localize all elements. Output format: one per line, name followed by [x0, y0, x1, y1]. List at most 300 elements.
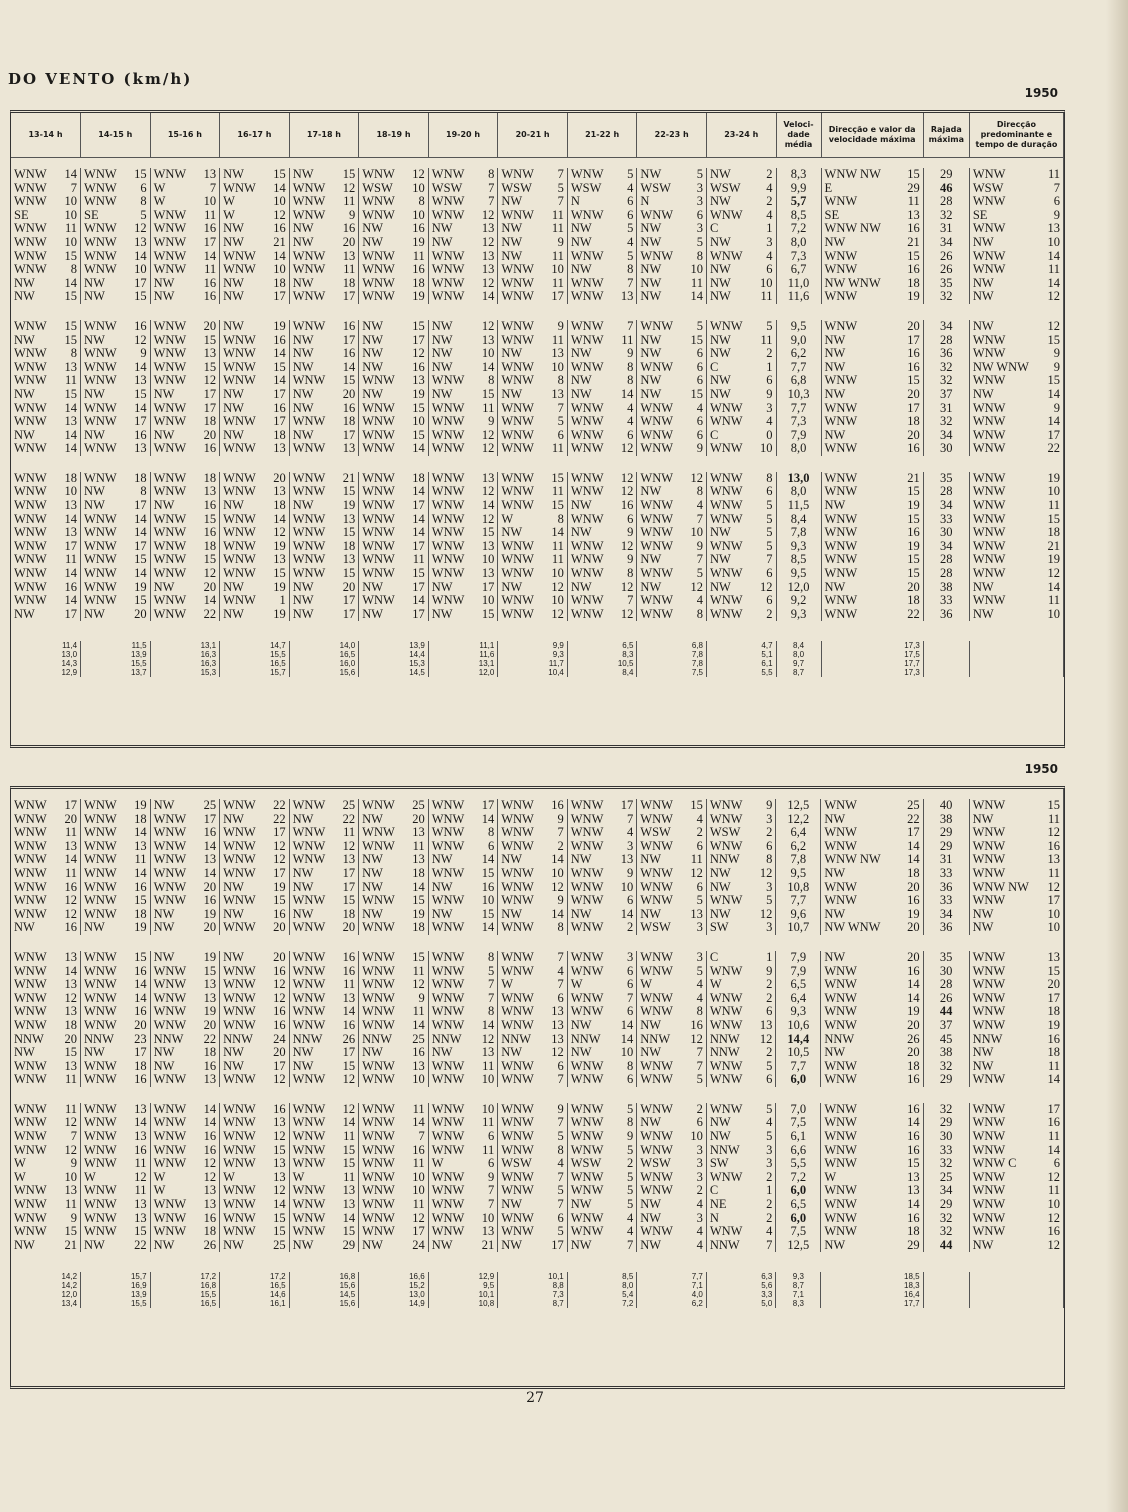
wind-direction: WNW	[14, 1018, 47, 1032]
hour-cell	[359, 1116, 429, 1130]
table-row	[11, 320, 1064, 334]
hour-cell	[428, 388, 498, 402]
average-value: 8,7	[776, 668, 821, 677]
wind-direction: WNW	[223, 1184, 256, 1198]
year-label-bottom: 1950	[1024, 762, 1058, 776]
average-value: 14,9	[359, 1299, 429, 1308]
wind-speed: 13	[134, 235, 147, 249]
wind-direction: WNW	[292, 839, 326, 853]
hour-cell	[567, 334, 637, 348]
wind-direction: WNW	[501, 950, 534, 964]
max-gust: 32	[923, 415, 969, 429]
hour-cell	[81, 168, 151, 182]
wind-speed: 15	[342, 526, 356, 540]
wind-direction: WNW	[223, 1005, 256, 1019]
wind-direction: WNW	[501, 1130, 534, 1144]
wind-direction: WNW	[223, 866, 256, 880]
hour-cell	[359, 553, 429, 567]
hour-cell	[428, 334, 498, 348]
hour-cell	[81, 881, 151, 895]
wind-direction: WNW	[84, 263, 117, 277]
average-value: 14,5	[289, 1290, 359, 1299]
wind-speed: 9	[557, 235, 564, 249]
predominant-duration: 12	[1047, 1170, 1060, 1184]
wind-direction: WNW	[501, 880, 534, 894]
hour-cell	[220, 1144, 290, 1158]
wind-direction: WNW	[153, 594, 187, 608]
average-value: 16,1	[220, 1299, 290, 1308]
wind-speed: 13	[620, 853, 634, 867]
hour-cell	[428, 415, 498, 429]
hour-cell	[498, 992, 568, 1006]
wind-direction: W	[223, 1170, 235, 1184]
max-gust: 32	[923, 1060, 969, 1074]
group-spacer	[11, 456, 1064, 472]
wind-direction: NW	[84, 499, 105, 513]
wind-speed: 18	[203, 539, 217, 553]
column-header: 18-19 h	[359, 113, 429, 158]
wind-speed: 13	[134, 1130, 147, 1144]
max-gust: 29	[923, 1073, 969, 1087]
average-empty	[969, 668, 1063, 677]
wind-direction: WNW	[14, 1116, 47, 1130]
wind-direction: WNW	[14, 594, 47, 608]
hour-cell	[289, 499, 359, 513]
hour-cell	[637, 485, 707, 499]
table-row	[11, 1225, 1064, 1239]
hour-cell	[220, 978, 290, 992]
wind-speed: 19	[203, 907, 217, 921]
wind-speed: 19	[273, 580, 286, 594]
wind-direction: NW	[14, 333, 35, 347]
hour-cell	[289, 813, 359, 827]
max-speed-direction: WNW	[824, 249, 858, 263]
hour-cell	[428, 921, 498, 935]
hour-cell	[359, 1212, 429, 1226]
wind-speed: 18	[273, 428, 286, 442]
max-speed-value: 14	[907, 853, 920, 867]
max-gust: 37	[923, 1019, 969, 1033]
wind-direction: WNW	[362, 1225, 395, 1239]
hour-cell	[220, 1103, 290, 1117]
hour-cell	[567, 182, 637, 196]
wind-speed: 10	[134, 263, 147, 277]
wind-speed: 16	[64, 580, 78, 594]
table-row	[11, 290, 1064, 304]
max-speed-cell	[821, 374, 923, 388]
wind-speed: 12	[481, 1032, 495, 1046]
wind-speed: 14	[64, 594, 78, 608]
hour-cell	[498, 347, 568, 361]
wind-speed: 20	[203, 580, 217, 594]
wind-speed: 14	[134, 526, 147, 540]
wind-speed: 4	[696, 1238, 703, 1252]
wind-speed: 13	[342, 249, 356, 263]
hour-cell	[150, 1116, 220, 1130]
wind-speed: 11	[551, 208, 564, 222]
wind-direction: WNW	[709, 499, 743, 513]
wind-direction: WNW	[292, 1157, 326, 1171]
predominant-duration: 16	[1047, 839, 1060, 853]
hour-cell	[498, 921, 568, 935]
wind-speed: 6	[627, 428, 634, 442]
wind-direction: WNW	[570, 333, 604, 347]
wind-speed: 22	[203, 1032, 217, 1046]
predominant-cell	[969, 1198, 1063, 1212]
wind-direction: SE	[84, 208, 99, 222]
wind-speed: 16	[342, 347, 356, 361]
mean-speed: 8,5	[776, 553, 821, 567]
predominant-cell	[969, 608, 1063, 622]
predominant-direction: WNW	[972, 1225, 1006, 1239]
wind-direction: WNW	[153, 347, 187, 361]
wind-direction: WNW	[14, 1102, 47, 1116]
wind-speed: 14	[64, 428, 78, 442]
hour-cell	[150, 1184, 220, 1198]
wind-direction: WNW	[292, 1143, 326, 1157]
hour-cell	[498, 485, 568, 499]
predominant-cell	[969, 853, 1063, 867]
wind-direction: WNW	[570, 1225, 604, 1239]
predominant-direction: NW	[972, 387, 994, 401]
average-value: 5,4	[567, 1290, 637, 1299]
wind-direction: WNW	[501, 1225, 534, 1239]
wind-direction: NW	[223, 168, 244, 181]
wind-direction: W	[223, 208, 235, 222]
predominant-duration: 14	[1047, 415, 1060, 429]
table-row	[11, 347, 1064, 361]
wind-speed: 15	[203, 553, 217, 567]
max-speed-value: 22	[907, 607, 920, 621]
hour-cell	[81, 1212, 151, 1226]
mean-speed: 5,7	[776, 195, 821, 209]
wind-speed: 15	[342, 1157, 356, 1171]
wind-speed: 19	[342, 499, 356, 513]
max-speed-value: 18	[907, 415, 920, 429]
wind-speed: 15	[273, 1225, 286, 1239]
wind-speed: 10	[481, 1073, 495, 1087]
wind-speed: 18	[203, 471, 217, 485]
predominant-cell	[969, 799, 1063, 813]
wind-speed: 16	[64, 880, 78, 894]
hour-cell	[637, 540, 707, 554]
hour-cell	[498, 499, 568, 513]
wind-direction: WNW	[14, 978, 47, 992]
wind-direction: WNW	[153, 1116, 187, 1130]
wind-direction: WNW	[223, 553, 256, 567]
average-value: 17,7	[821, 659, 923, 668]
max-speed-direction: WNW NW	[824, 222, 881, 236]
wind-speed: 1	[766, 950, 773, 964]
hour-cell	[359, 1239, 429, 1253]
wind-speed: 7	[557, 1073, 564, 1087]
max-speed-cell	[821, 277, 923, 291]
wind-speed: 6	[487, 1130, 495, 1144]
predominant-duration: 15	[1047, 512, 1060, 526]
max-gust: 28	[923, 978, 969, 992]
wind-direction: NW	[570, 499, 592, 513]
wind-speed: 11	[343, 978, 356, 992]
wind-direction: WNW	[570, 567, 604, 581]
wind-direction: WNW	[153, 964, 187, 978]
average-value: 6,2	[637, 1299, 707, 1308]
wind-direction: NW	[640, 1238, 662, 1252]
max-speed-cell	[821, 867, 923, 881]
hour-cell	[81, 415, 151, 429]
max-speed-cell	[821, 1184, 923, 1198]
hour-cell	[150, 168, 220, 182]
wind-speed: 14	[64, 964, 78, 978]
hour-cell	[220, 921, 290, 935]
wind-direction: WNW	[570, 1184, 604, 1198]
wind-direction: WNW	[153, 839, 187, 853]
predominant-cell	[969, 168, 1063, 182]
wind-direction: WNW	[153, 866, 187, 880]
predominant-cell	[969, 1212, 1063, 1226]
predominant-direction: WNW	[972, 1184, 1006, 1198]
wind-speed: 21	[481, 1238, 495, 1252]
wind-direction: W	[153, 181, 166, 195]
wind-speed: 17	[342, 866, 356, 880]
wind-speed: 21	[273, 235, 286, 249]
hour-cell	[81, 581, 151, 595]
hour-cell	[289, 472, 359, 486]
wind-direction: WNW	[431, 526, 465, 540]
wind-speed: 6	[696, 1116, 703, 1130]
average-value: 17,5	[821, 650, 923, 659]
wind-speed: 12	[481, 276, 495, 290]
max-speed-cell	[821, 567, 923, 581]
wind-direction: NW	[84, 921, 105, 935]
hour-cell	[428, 277, 498, 291]
wind-direction: NW	[640, 387, 662, 401]
max-speed-value: 19	[907, 907, 920, 921]
average-empty	[969, 641, 1063, 650]
wind-speed: 5	[557, 181, 564, 195]
wind-direction: WNW	[501, 360, 534, 374]
hour-cell	[706, 320, 776, 334]
hour-cell	[498, 867, 568, 881]
wind-speed: 13	[203, 168, 217, 181]
wind-direction: WNW	[709, 471, 743, 485]
max-speed-direction: WNW	[824, 1225, 857, 1239]
hour-cell	[428, 594, 498, 608]
wind-direction: NW	[292, 866, 314, 880]
wind-direction: WNW	[223, 853, 256, 867]
hour-cell	[637, 526, 707, 540]
wind-speed: 15	[273, 567, 286, 581]
wind-direction: WNW	[501, 991, 534, 1005]
hour-cell	[150, 853, 220, 867]
wind-direction: NW	[501, 1198, 523, 1212]
max-speed-direction: WNW	[824, 485, 858, 499]
average-value: 9,3	[776, 1272, 821, 1281]
wind-direction: WNW	[362, 594, 395, 608]
wind-speed: 6	[627, 512, 634, 526]
hour-cell	[706, 553, 776, 567]
wind-direction: WNW	[431, 826, 465, 840]
wind-direction: NW	[501, 1046, 523, 1060]
wind-direction: WNW	[14, 1184, 47, 1198]
wind-direction: NW	[709, 347, 731, 361]
wind-speed: 20	[342, 580, 356, 594]
hour-cell	[428, 1212, 498, 1226]
wind-direction: WNW	[362, 374, 395, 388]
wind-speed: 14	[273, 374, 286, 388]
max-gust: 33	[923, 867, 969, 881]
hour-cell	[220, 1184, 290, 1198]
hour-cell	[150, 472, 220, 486]
wind-speed: 14	[481, 499, 495, 513]
wind-speed: 14	[134, 360, 147, 374]
hour-cell	[498, 290, 568, 304]
wind-direction: NW	[223, 319, 244, 333]
average-value: 11,6	[428, 650, 498, 659]
predominant-cell	[969, 472, 1063, 486]
wind-speed: 12	[64, 1143, 78, 1157]
wind-direction: NW	[431, 1238, 453, 1252]
hour-cell	[150, 813, 220, 827]
hour-cell	[150, 347, 220, 361]
wind-direction: WNW	[362, 290, 395, 304]
wind-speed: 3	[696, 1211, 703, 1225]
wind-speed: 4	[766, 1225, 773, 1239]
hour-cell	[498, 908, 568, 922]
hour-cell	[637, 277, 707, 291]
wind-speed: 10	[64, 208, 78, 222]
predominant-cell	[969, 951, 1063, 965]
table-row	[11, 540, 1064, 554]
wind-direction: WNW	[709, 839, 743, 853]
wind-direction: WNW	[84, 964, 117, 978]
wind-speed: 9	[557, 812, 564, 826]
wind-speed: 13	[412, 826, 425, 840]
mean-speed: 11,5	[776, 499, 821, 513]
wind-speed: 12	[620, 442, 634, 456]
wind-speed: 17	[412, 580, 425, 594]
hour-cell	[289, 908, 359, 922]
wind-speed: 29	[342, 1238, 356, 1252]
column-header: 17-18 h	[289, 113, 359, 158]
wind-direction: NW	[223, 1059, 244, 1073]
predominant-direction: WNW	[972, 567, 1006, 581]
max-speed-direction: WNW	[824, 1018, 857, 1032]
predominant-direction: WNW	[972, 168, 1006, 181]
table-row	[11, 1073, 1064, 1087]
max-speed-value: 15	[907, 1157, 920, 1171]
max-speed-cell	[821, 250, 923, 264]
wind-speed: 5	[487, 964, 495, 978]
wind-speed: 13	[481, 333, 495, 347]
hour-cell	[567, 1171, 637, 1185]
hour-cell	[11, 840, 81, 854]
wind-direction: WNW	[570, 360, 604, 374]
hour-cell	[81, 594, 151, 608]
hour-cell	[498, 209, 568, 223]
hour-cell	[11, 334, 81, 348]
predominant-direction: NW	[972, 580, 994, 594]
hour-cell	[428, 826, 498, 840]
wind-direction: NNW	[362, 1032, 393, 1046]
hour-cell	[428, 513, 498, 527]
wind-direction: WNW	[570, 1130, 604, 1144]
hour-cell	[150, 1212, 220, 1226]
wind-direction: NNW	[14, 1032, 44, 1046]
hour-cell	[220, 1171, 290, 1185]
mean-speed: 13,0	[776, 472, 821, 486]
max-speed-direction: NW WNW	[824, 276, 881, 290]
wind-direction: WNW	[153, 812, 187, 826]
wind-speed: 13	[759, 1018, 773, 1032]
wind-direction: WNW	[362, 249, 395, 263]
hour-cell	[637, 840, 707, 854]
wind-speed: 20	[203, 428, 217, 442]
average-value: 10,4	[498, 668, 568, 677]
predominant-direction: WNW	[972, 428, 1006, 442]
wind-direction: WNW	[640, 1225, 673, 1239]
column-header: 21-22 h	[567, 113, 637, 158]
wind-speed: 13	[203, 991, 217, 1005]
table-row	[11, 853, 1064, 867]
max-speed-cell	[821, 553, 923, 567]
wind-speed: 14	[134, 567, 147, 581]
mean-speed: 6,0	[776, 1184, 821, 1198]
max-speed-direction: WNW	[824, 374, 858, 388]
predominant-cell	[969, 236, 1063, 250]
wind-direction: NW	[640, 485, 662, 499]
wind-speed: 14	[412, 485, 425, 499]
wind-speed: 15	[273, 360, 286, 374]
hour-cell	[359, 347, 429, 361]
hour-cell	[498, 1073, 568, 1087]
hour-cell	[359, 1130, 429, 1144]
wind-speed: 19	[412, 290, 425, 304]
wind-speed: 12	[64, 991, 78, 1005]
hour-cell	[359, 361, 429, 375]
average-value: 18,5	[821, 1272, 923, 1281]
wind-direction: NW	[431, 880, 453, 894]
wind-direction: WNW	[84, 1059, 117, 1073]
wind-direction: NW	[292, 347, 314, 361]
wind-direction: NW	[153, 276, 175, 290]
hour-cell	[289, 320, 359, 334]
wind-speed: 9	[557, 1102, 564, 1116]
wind-direction: WNW	[501, 442, 534, 456]
mean-speed: 9,5	[776, 567, 821, 581]
wind-speed: 13	[64, 950, 78, 964]
max-speed-value: 16	[907, 894, 920, 908]
wind-speed: 15	[64, 319, 78, 333]
wind-speed: 13	[551, 1032, 564, 1046]
wind-direction: W	[223, 195, 235, 209]
max-speed-direction: WNW	[824, 894, 857, 908]
max-speed-cell	[821, 978, 923, 992]
average-value: 17,3	[821, 668, 923, 677]
predominant-direction: WNW	[972, 526, 1006, 540]
wind-speed: 5	[766, 894, 773, 908]
wind-speed: 14	[64, 853, 78, 867]
hour-cell	[567, 1198, 637, 1212]
hour-cell	[567, 526, 637, 540]
table-row	[11, 1103, 1064, 1117]
predominant-direction: WNW	[972, 249, 1006, 263]
wind-direction: WNW	[501, 894, 534, 908]
wind-speed: 9	[557, 894, 564, 908]
hour-cell	[220, 485, 290, 499]
wind-speed: 13	[412, 374, 425, 388]
mean-speed: 6,5	[776, 978, 821, 992]
mean-speed: 7,9	[776, 429, 821, 443]
